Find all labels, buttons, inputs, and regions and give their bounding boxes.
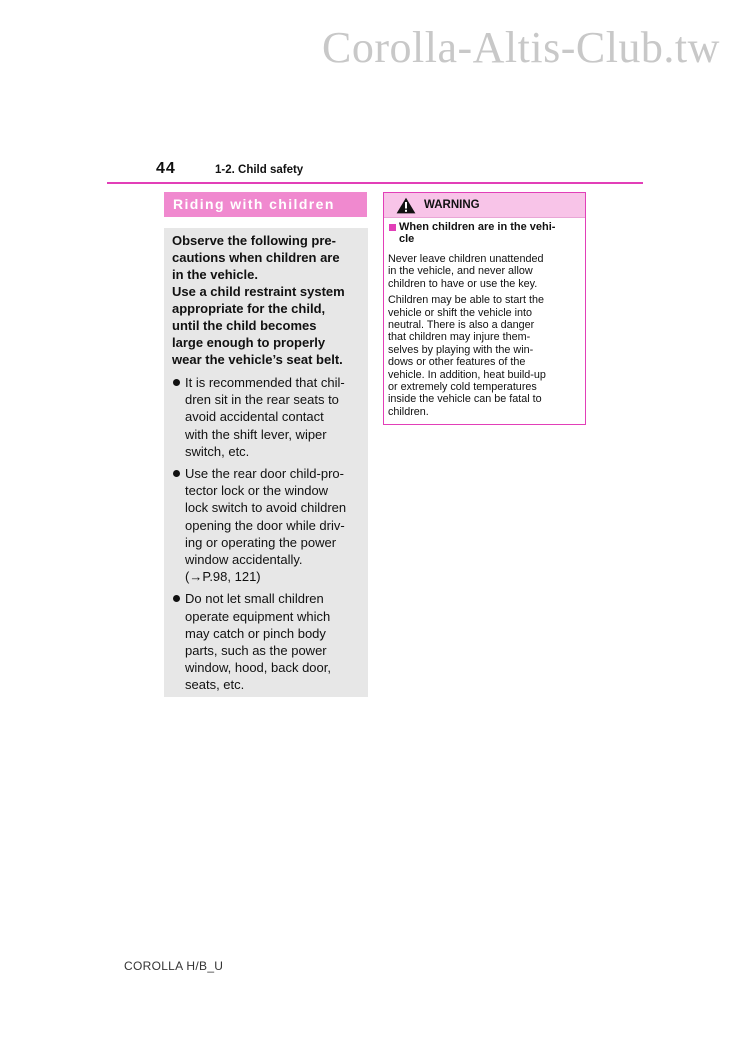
bullet-line: ing or operating the power [185, 534, 337, 550]
bullet-line: dren sit in the rear seats to [185, 392, 339, 408]
list-item [172, 374, 360, 460]
paragraph-line: dows or other features of the [388, 356, 526, 369]
warning-triangle-icon [396, 197, 416, 214]
bullet-line: parts, such as the power [185, 643, 327, 659]
watermark-text: Corolla-Altis-Club.tw [322, 23, 720, 72]
bullet-line: operate equipment which [185, 608, 331, 624]
precautions-intro [172, 232, 360, 368]
bullet-line: switch, etc. [185, 443, 250, 459]
square-bullet-icon [389, 224, 396, 231]
bullet-line: lock switch to avoid children [185, 500, 347, 516]
warning-paragraph [388, 253, 581, 290]
bullet-line: with the shift lever, wiper [185, 426, 327, 442]
page-reference: (→P.98, 121) [185, 569, 261, 585]
warning-header [384, 193, 585, 218]
footer-model-code: COROLLA H/B_U [124, 959, 224, 973]
bullet-line: tector lock or the window [185, 483, 329, 499]
list-item [172, 465, 360, 585]
intro-line: Use a child restraint system [172, 284, 345, 299]
paragraph-line: inside the vehicle can be fatal to [388, 393, 542, 406]
bullet-line: may catch or pinch body [185, 625, 326, 641]
intro-line: appropriate for the child, [172, 301, 326, 316]
bullet-line: window, hood, back door, [185, 660, 331, 676]
intro-line: in the vehicle. [172, 267, 258, 282]
bullet-line: opening the door while driv- [185, 517, 345, 533]
list-item [172, 590, 360, 693]
paragraph-line: Never leave children unattended [388, 253, 544, 265]
paragraph-line: Children may be able to start the [388, 294, 545, 307]
bullet-line: seats, etc. [185, 677, 245, 693]
subheading-line: cle [399, 233, 415, 245]
paragraph-line: that children may injure them- [388, 331, 531, 344]
paragraph-line: or extremely cold temperatures [388, 381, 537, 394]
page-number: 44 [156, 160, 176, 177]
paragraph-line: vehicle. In addition, heat build-up [388, 368, 546, 381]
paragraph-line: children to have or use the key. [388, 277, 538, 290]
paragraph-line: vehicle or shift the vehicle into [388, 306, 533, 319]
bullet-dot-icon [173, 470, 180, 477]
subheading-line: When children are in the vehi- [399, 221, 556, 233]
warning-subheading [388, 221, 581, 245]
paragraph-line: selves by playing with the win- [388, 343, 534, 356]
paragraph-line: neutral. There is also a danger [388, 319, 535, 332]
intro-line: Observe the following pre- [172, 233, 336, 248]
bullet-line: Do not let small children [185, 591, 324, 607]
paragraph-line: in the vehicle, and never allow [388, 265, 533, 278]
intro-line: wear the vehicle’s seat belt. [172, 352, 343, 367]
intro-line: large enough to properly [172, 335, 326, 350]
warning-box [383, 192, 586, 425]
bullet-dot-icon [173, 379, 180, 386]
header-divider [107, 182, 643, 184]
bullet-line: avoid accidental contact [185, 409, 324, 425]
intro-line: until the child becomes [172, 318, 317, 333]
bullet-line: Use the rear door child-pro- [185, 466, 344, 482]
warning-body [384, 218, 585, 418]
bullet-line: window accidentally. [185, 552, 303, 568]
bullet-dot-icon [173, 595, 180, 602]
precautions-list [172, 374, 360, 694]
intro-line: cautions when children are [172, 250, 340, 265]
paragraph-line: children. [388, 405, 429, 418]
precautions-box [164, 228, 368, 697]
section-title: 1-2. Child safety [215, 164, 304, 176]
warning-title: WARNING [424, 199, 480, 211]
bullet-line: It is recommended that chil- [185, 375, 345, 390]
riding-with-children-heading: Riding with children [164, 192, 367, 217]
warning-paragraph [388, 294, 581, 418]
